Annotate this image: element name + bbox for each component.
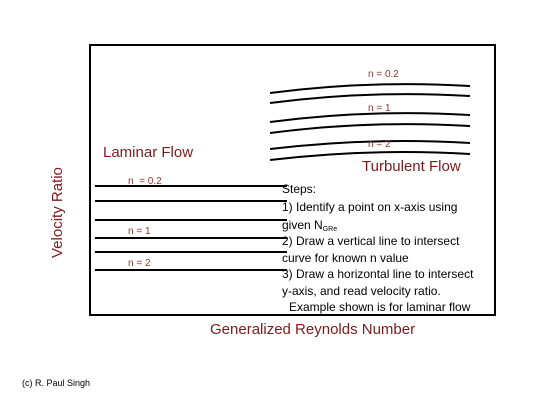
steps-heading: Steps: <box>282 182 317 196</box>
laminar-flow-title: Laminar Flow <box>103 144 194 161</box>
copyright-credit: (c) R. Paul Singh <box>22 378 91 388</box>
turbulent-curve-pair-2-bottom <box>270 124 470 133</box>
steps-line-1: 1) Identify a point on x-axis using <box>282 200 458 214</box>
steps-line-7: Example shown is for laminar flow <box>289 300 471 314</box>
x-axis-label: Generalized Reynolds Number <box>210 321 416 338</box>
turbulent-curve-pair-1-bottom <box>270 94 470 103</box>
turbulent-flow-title: Turbulent Flow <box>362 158 461 175</box>
steps-line-2 <box>282 218 337 233</box>
steps-line-6: y-axis, and read velocity ratio. <box>282 284 441 298</box>
steps-line-4: curve for known n value <box>282 251 409 265</box>
steps-block <box>282 182 474 314</box>
turbulent-curve-pair-1-top <box>270 84 470 93</box>
steps-line-2-subscript: GRe <box>322 226 338 233</box>
turbulent-label-n-1: n = 1 <box>368 103 391 114</box>
steps-line-2-prefix: given N <box>282 218 323 232</box>
turbulent-label-n-2: n = 2 <box>368 139 391 150</box>
laminar-label-n-1: n = 1 <box>128 226 151 237</box>
y-axis-label: Velocity Ratio <box>49 167 66 258</box>
turbulent-curve-pair-2-top <box>270 113 470 122</box>
steps-line-5: 3) Draw a horizontal line to intersect <box>282 267 474 281</box>
laminar-label-n-0-2: n = 0.2 <box>128 176 162 187</box>
laminar-label-n-2: n = 2 <box>128 258 151 269</box>
turbulent-label-n-0-2: n = 0.2 <box>368 69 399 80</box>
steps-line-3: 2) Draw a vertical line to intersect <box>282 234 460 248</box>
laminar-lines <box>95 186 287 270</box>
